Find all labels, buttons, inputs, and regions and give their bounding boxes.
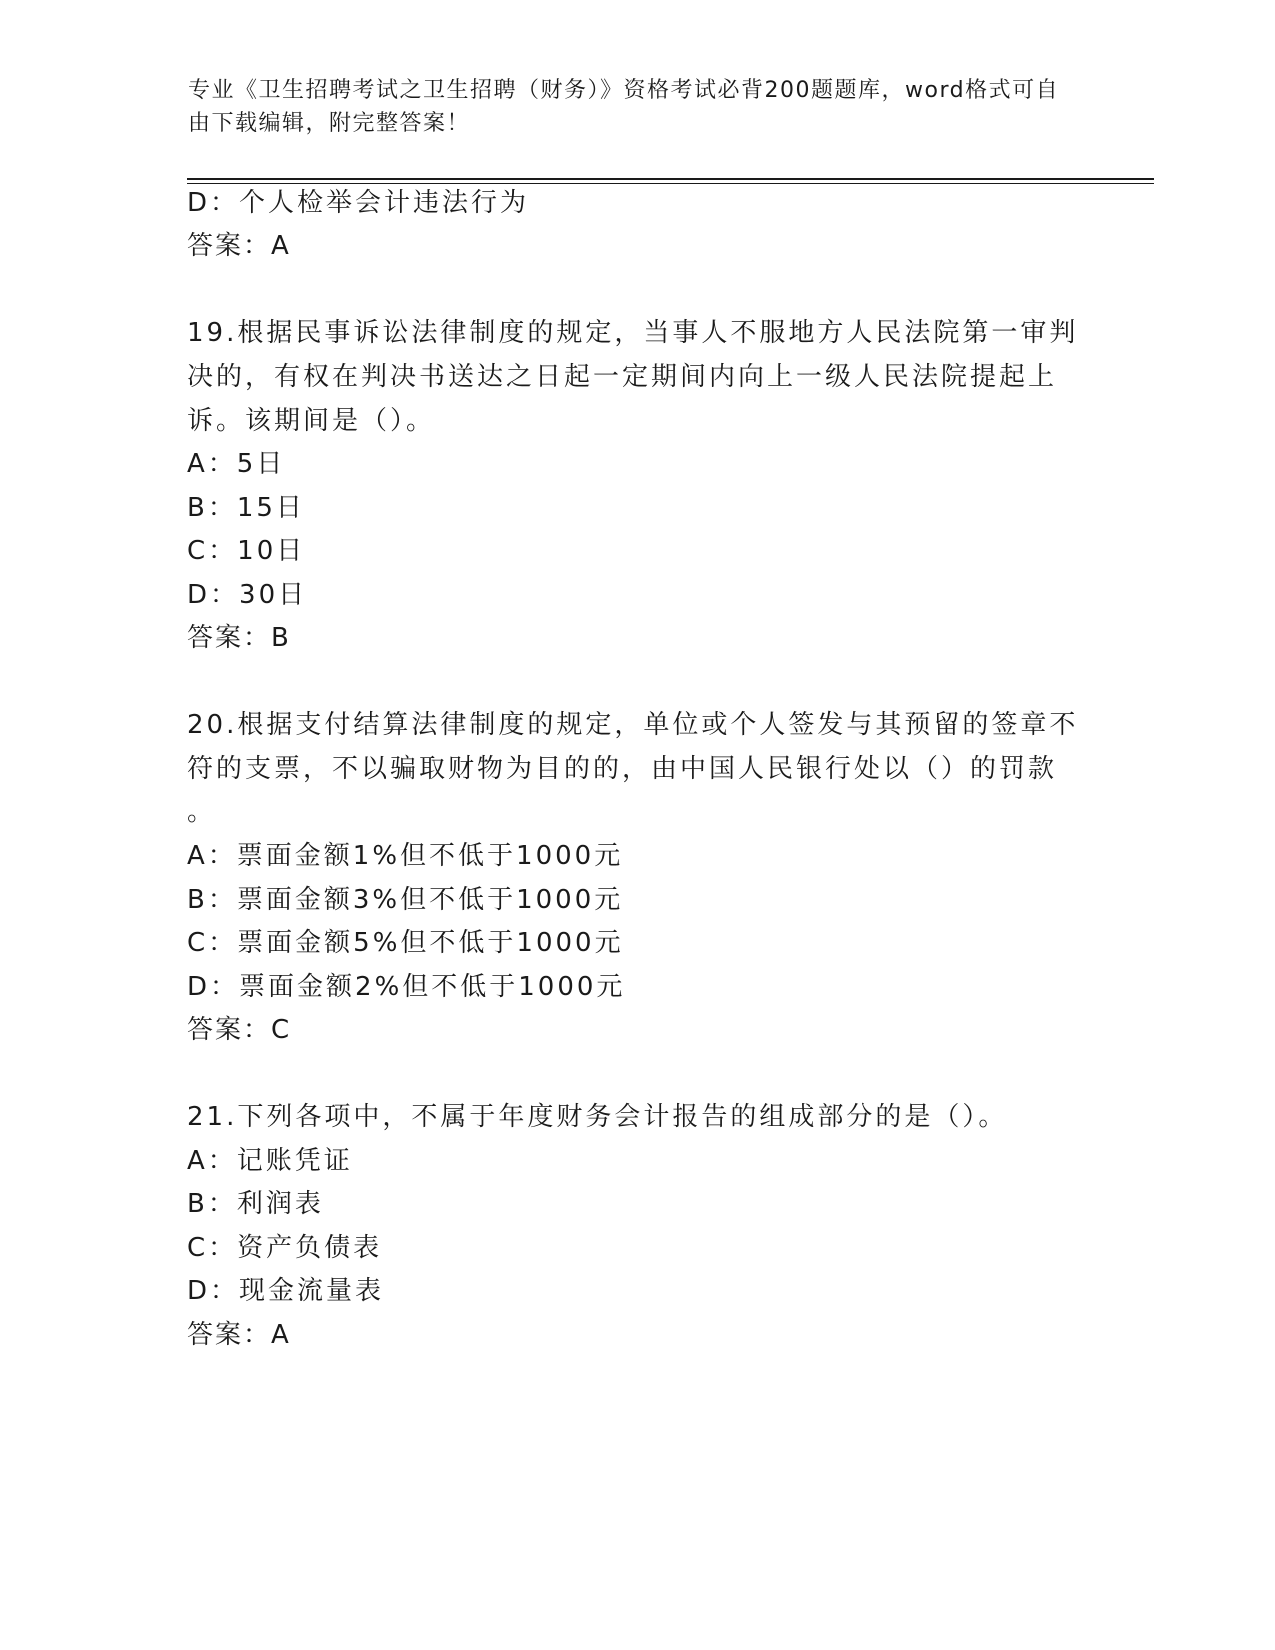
q19-answer: 答案：B xyxy=(187,623,291,653)
q21-answer: 答案：A xyxy=(187,1320,291,1350)
q19-stem-line1: 19.根据民事诉讼法律制度的规定，当事人不服地方人民法院第一审判 xyxy=(187,318,1079,348)
q20-stem-line1: 20.根据支付结算法律制度的规定，单位或个人签发与其预留的签章不 xyxy=(187,710,1079,740)
q19-option-b: B：15日 xyxy=(187,493,305,523)
q21-stem-line1: 21.下列各项中，不属于年度财务会计报告的组成部分的是（）。 xyxy=(187,1102,1008,1132)
q19-stem-line3: 诉。该期间是（）。 xyxy=(187,406,436,436)
q21-option-b: B：利润表 xyxy=(187,1189,324,1219)
q21-option-d: D：现金流量表 xyxy=(187,1276,385,1306)
prev-option-d: D：个人检举会计违法行为 xyxy=(187,188,530,218)
q20-stem-line2: 符的支票，不以骗取财物为目的的，由中国人民银行处以（）的罚款 xyxy=(187,754,1058,784)
q19-option-a: A：5日 xyxy=(187,449,286,479)
header-rule-thin xyxy=(187,183,1154,184)
q20-option-a: A：票面金额1%但不低于1000元 xyxy=(187,841,624,871)
q19-option-c: C：10日 xyxy=(187,536,306,566)
q19-stem-line2: 决的，有权在判决书送达之日起一定期间内向上一级人民法院提起上 xyxy=(187,362,1058,392)
q20-option-b: B：票面金额3%但不低于1000元 xyxy=(187,885,624,915)
q20-option-c: C：票面金额5%但不低于1000元 xyxy=(187,928,624,958)
q21-option-c: C：资产负债表 xyxy=(187,1233,383,1263)
page-header: 专业《卫生招聘考试之卫生招聘（财务）》资格考试必背200题题库，word格式可自由下载编辑，附完整答案！ xyxy=(188,78,1060,136)
q20-answer: 答案：C xyxy=(187,1015,292,1045)
q20-option-d: D：票面金额2%但不低于1000元 xyxy=(187,972,626,1002)
q21-option-a: A：记账凭证 xyxy=(187,1146,353,1176)
q20-stem-line3: 。 xyxy=(187,797,217,827)
header-rule-thick xyxy=(187,178,1154,180)
prev-answer: 答案：A xyxy=(187,231,291,261)
q19-option-d: D：30日 xyxy=(187,580,308,610)
